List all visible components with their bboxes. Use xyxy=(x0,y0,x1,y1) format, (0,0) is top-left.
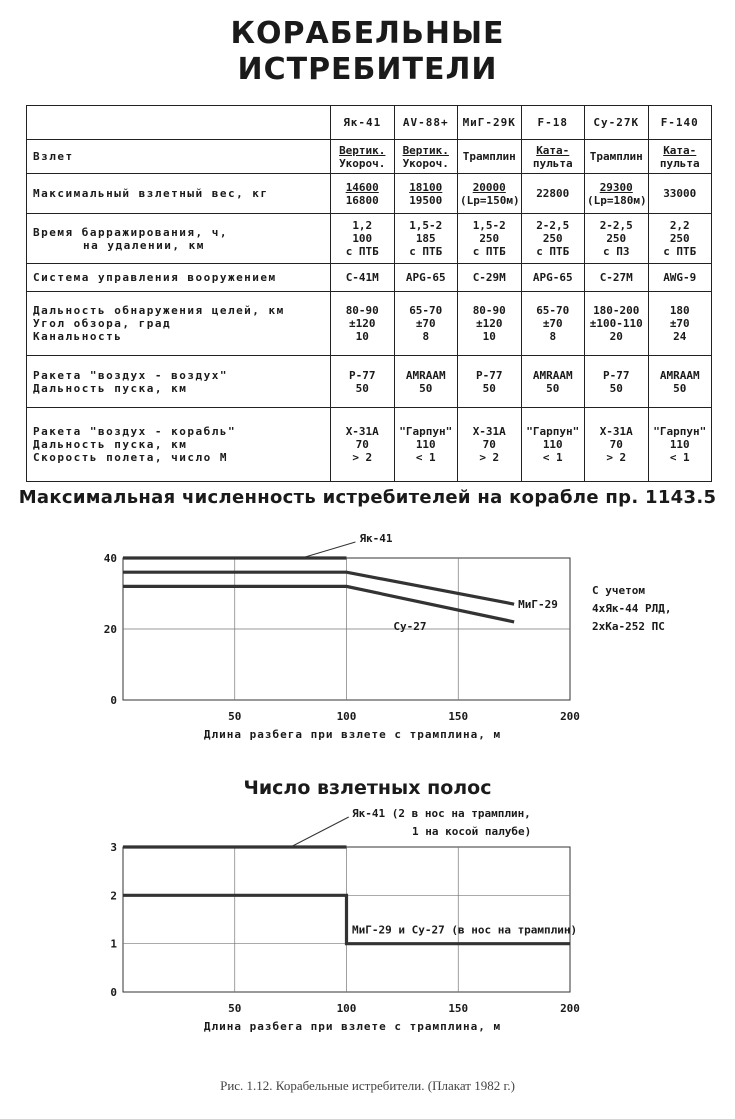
table-cell xyxy=(585,408,649,482)
series-label-yak41: Як-41 (2 в нос на трамплин, xyxy=(352,807,531,820)
y-tick-label: 0 xyxy=(110,694,117,707)
cell-line: ±70 xyxy=(669,317,690,330)
table-cell xyxy=(394,292,458,356)
table-cell xyxy=(458,408,522,482)
cell-line: AMRAAM xyxy=(532,368,573,382)
table-row xyxy=(27,140,712,174)
cell-line: 50 xyxy=(419,381,433,395)
cell-line: пульта xyxy=(532,156,573,170)
series-line xyxy=(123,572,514,604)
x-tick-label: 100 xyxy=(336,710,357,723)
table-cell xyxy=(394,264,458,292)
row-label: Система управления вооружением xyxy=(27,264,331,292)
cell-line: > 2 xyxy=(606,451,627,464)
cell-line: "Гарпун" xyxy=(399,425,453,438)
cell-line: С-41М xyxy=(345,271,379,284)
cell-line: 20 xyxy=(609,330,623,343)
chart2-title: Число взлетных полос xyxy=(243,777,492,799)
row-label-line: Скорость полета, число М xyxy=(33,451,228,464)
label-leader-line xyxy=(291,817,349,847)
cell-line: > 2 xyxy=(479,451,500,464)
x-tick-label: 50 xyxy=(228,1002,242,1015)
table-cell xyxy=(585,292,649,356)
table-cell xyxy=(585,356,649,408)
cell-line: с ПТБ xyxy=(472,245,506,258)
cell-line: С-29М xyxy=(472,271,506,284)
cell-line: AMRAAM xyxy=(659,368,700,382)
column-header: F-18 xyxy=(521,106,585,140)
cell-line: 180-200 xyxy=(593,304,640,317)
cell-line: с ПТБ xyxy=(409,245,443,258)
cell-line: Трамплин xyxy=(589,150,643,163)
cell-line: 65-70 xyxy=(536,304,570,317)
cell-line: Ката- xyxy=(536,143,570,157)
cell-line: 250 xyxy=(669,232,690,245)
cell-line: Укороч. xyxy=(339,156,386,170)
figure-caption: Рис. 1.12. Корабельные истребители. (Плакат 1982 г.) xyxy=(220,1078,515,1093)
row-label: Максимальный взлетный вес, кг xyxy=(27,174,331,214)
cell-line: 8 xyxy=(422,330,430,343)
row-label-line: на удалении, км xyxy=(83,238,205,252)
column-header: Як-41 xyxy=(331,106,395,140)
table-row xyxy=(27,408,712,482)
cell-line: (Lр=150м) xyxy=(460,193,520,207)
table-cell xyxy=(521,174,585,214)
cell-line: 50 xyxy=(482,381,496,395)
table-row xyxy=(27,174,712,214)
fighters-count-chart xyxy=(0,530,735,740)
cell-line: Укороч. xyxy=(402,156,449,170)
cell-line: 50 xyxy=(673,381,687,395)
table-cell xyxy=(331,408,395,482)
x-tick-label: 150 xyxy=(448,1002,469,1015)
cell-line: Вертик. xyxy=(402,143,449,157)
cell-line: Р-77 xyxy=(349,368,376,382)
cell-line: ±70 xyxy=(542,317,563,330)
cell-line: ±70 xyxy=(415,317,436,330)
table-row xyxy=(27,356,712,408)
cell-line: ±120 xyxy=(476,317,503,330)
row-label-line: Дальность обнаружения целей, км xyxy=(33,304,285,317)
table-cell xyxy=(394,356,458,408)
cell-line: с ПТБ xyxy=(663,245,697,258)
table-cell xyxy=(458,140,522,174)
y-tick-label: 40 xyxy=(103,552,117,565)
cell-line: 250 xyxy=(606,232,627,245)
table-cell xyxy=(521,356,585,408)
row-label xyxy=(27,356,331,408)
table-cell xyxy=(648,292,712,356)
cell-line: 22800 xyxy=(536,187,570,200)
table-cell xyxy=(331,140,395,174)
cell-line: 20000 xyxy=(472,180,506,194)
cell-line: "Гарпун" xyxy=(526,425,580,438)
cell-line: < 1 xyxy=(415,451,436,464)
table-cell xyxy=(458,356,522,408)
row-label-line: Ракета "воздух - корабль" xyxy=(33,425,237,438)
cell-line: Р-77 xyxy=(603,368,630,382)
cell-line: "Гарпун" xyxy=(653,425,707,438)
cell-line: 180 xyxy=(669,304,690,317)
table-cell xyxy=(394,140,458,174)
cell-line: С-27М xyxy=(599,271,633,284)
x-tick-label: 150 xyxy=(448,710,469,723)
cell-line: 80-90 xyxy=(345,304,379,317)
cell-line: > 2 xyxy=(352,451,373,464)
row-label-line: Угол обзора, град xyxy=(33,317,172,330)
table-cell xyxy=(648,408,712,482)
cell-line: 14600 xyxy=(345,180,379,194)
cell-line: ±120 xyxy=(349,317,376,330)
table-cell xyxy=(458,214,522,264)
cell-line: 18100 xyxy=(409,180,443,194)
cell-line: APG-65 xyxy=(532,271,573,284)
chart-annotation-line: С учетом xyxy=(592,584,645,597)
cell-line: 50 xyxy=(546,381,560,395)
chart1-title: Максимальная численность истребителей на корабле пр. 1143.5 xyxy=(18,487,717,508)
cell-line: 8 xyxy=(549,330,557,343)
x-axis-label: Длина разбега при взлете с трамплина, м xyxy=(203,1020,502,1033)
cell-line: 1,2 xyxy=(352,219,373,232)
label-leader-line xyxy=(302,542,356,558)
cell-line: 29300 xyxy=(599,180,633,194)
cell-line: APG-65 xyxy=(405,271,446,284)
chart-annotation-line: 4хЯк-44 РЛД, xyxy=(592,602,672,615)
table-cell xyxy=(648,174,712,214)
chart-annotation-line: 2хКа-252 ПС xyxy=(592,620,665,633)
cell-line: 250 xyxy=(542,232,563,245)
table-cell xyxy=(394,214,458,264)
x-tick-label: 50 xyxy=(228,710,242,723)
cell-line: с ПТБ xyxy=(536,245,570,258)
row-label-line: Время барражирования, ч, xyxy=(33,225,228,239)
cell-line: Р-77 xyxy=(476,368,503,382)
cell-line: Трамплин xyxy=(462,150,516,163)
column-header: Су-27К xyxy=(585,106,649,140)
table-cell xyxy=(648,214,712,264)
page-title-line2: ИСТРЕБИТЕЛИ xyxy=(237,52,498,87)
series-label-mig29: МиГ-29 xyxy=(518,598,558,612)
cell-line: 2-2,5 xyxy=(599,219,633,232)
table-cell xyxy=(585,264,649,292)
cell-line: AWG-9 xyxy=(663,271,697,284)
table-row xyxy=(27,264,712,292)
table-cell xyxy=(585,214,649,264)
cell-line: Х-31А xyxy=(472,425,506,438)
row-label-line: Дальность пуска, км xyxy=(33,381,188,395)
cell-line: с ПТБ xyxy=(345,245,379,258)
cell-line: 2,2 xyxy=(669,219,690,232)
x-tick-label: 200 xyxy=(560,710,580,723)
row-label xyxy=(27,292,331,356)
y-tick-label: 3 xyxy=(110,841,117,854)
cell-line: Х-31А xyxy=(599,425,633,438)
table-cell xyxy=(521,408,585,482)
cell-line: 70 xyxy=(482,438,496,451)
cell-line: < 1 xyxy=(669,451,690,464)
y-tick-label: 1 xyxy=(110,937,117,951)
cell-line: с ПЗ xyxy=(603,245,630,258)
cell-line: (Lр=180м) xyxy=(587,193,647,207)
cell-line: AMRAAM xyxy=(405,368,446,382)
series-label-yak41: Як-41 xyxy=(359,532,393,545)
cell-line: 250 xyxy=(479,232,500,245)
table-row xyxy=(27,292,712,356)
table-cell xyxy=(585,174,649,214)
table-cell xyxy=(331,356,395,408)
table-cell xyxy=(521,214,585,264)
column-header: МиГ-29К xyxy=(458,106,522,140)
cell-line: 2-2,5 xyxy=(536,219,570,232)
table-cell xyxy=(394,408,458,482)
series-label-su27: Су-27 xyxy=(393,619,427,633)
cell-line: 80-90 xyxy=(472,304,506,317)
cell-line: 50 xyxy=(355,381,369,395)
cell-line: 185 xyxy=(415,232,436,245)
cell-line: 19500 xyxy=(409,193,443,207)
row-label-line: Канальность xyxy=(33,330,123,343)
cell-line: 10 xyxy=(482,330,496,343)
table-cell xyxy=(648,264,712,292)
cell-line: 24 xyxy=(673,330,687,343)
table-cell xyxy=(648,356,712,408)
x-tick-label: 100 xyxy=(336,1002,357,1015)
cell-line: Вертик. xyxy=(339,143,386,157)
cell-line: 1,5-2 xyxy=(409,219,443,232)
cell-line: 10 xyxy=(355,330,369,343)
page-title-line1: КОРАБЕЛЬНЫЕ xyxy=(230,16,505,51)
cell-line: 110 xyxy=(415,438,436,451)
x-axis-label: Длина разбега при взлете с трамплина, м xyxy=(203,728,502,741)
table-header-row xyxy=(27,106,712,140)
row-label xyxy=(27,214,331,264)
runways-chart xyxy=(0,800,735,1040)
table-cell xyxy=(331,264,395,292)
spec-table xyxy=(26,105,712,482)
table-cell xyxy=(331,174,395,214)
row-label xyxy=(27,408,331,482)
table-row xyxy=(27,214,712,264)
row-label-line: Ракета "воздух - воздух" xyxy=(33,368,228,382)
row-label: Взлет xyxy=(27,140,331,174)
cell-line: 16800 xyxy=(345,193,379,207)
cell-line: пульта xyxy=(659,156,700,170)
y-tick-label: 20 xyxy=(103,623,117,636)
cell-line: 110 xyxy=(542,438,563,451)
table-cell xyxy=(458,264,522,292)
table-cell xyxy=(521,292,585,356)
series-label-mig29-su27: МиГ-29 и Су-27 (в нос на трамплин) xyxy=(352,923,578,937)
column-header: F-140 xyxy=(648,106,712,140)
series-label-yak41-line2: 1 на косой палубе) xyxy=(412,825,532,838)
table-cell xyxy=(521,140,585,174)
table-cell xyxy=(331,214,395,264)
cell-line: 100 xyxy=(352,232,373,245)
table-cell xyxy=(331,292,395,356)
x-tick-label: 200 xyxy=(560,1002,580,1015)
y-tick-label: 0 xyxy=(110,986,117,999)
table-cell xyxy=(585,140,649,174)
y-tick-label: 2 xyxy=(110,889,117,903)
table-cell xyxy=(648,140,712,174)
cell-line: 50 xyxy=(609,381,623,395)
table-cell xyxy=(521,264,585,292)
cell-line: ±100-110 xyxy=(589,317,643,330)
cell-line: 1,5-2 xyxy=(472,219,506,232)
header-empty-cell xyxy=(27,106,331,140)
column-header: AV-88+ xyxy=(394,106,458,140)
cell-line: 70 xyxy=(609,438,623,451)
cell-line: Ката- xyxy=(663,143,697,157)
table-cell xyxy=(458,292,522,356)
row-label-line: Дальность пуска, км xyxy=(33,438,188,451)
cell-line: 33000 xyxy=(663,187,697,200)
table-cell xyxy=(458,174,522,214)
cell-line: 65-70 xyxy=(409,304,443,317)
cell-line: < 1 xyxy=(542,451,563,464)
cell-line: Х-31А xyxy=(345,425,379,438)
cell-line: 70 xyxy=(355,438,369,451)
table-cell xyxy=(394,174,458,214)
cell-line: 110 xyxy=(669,438,690,451)
